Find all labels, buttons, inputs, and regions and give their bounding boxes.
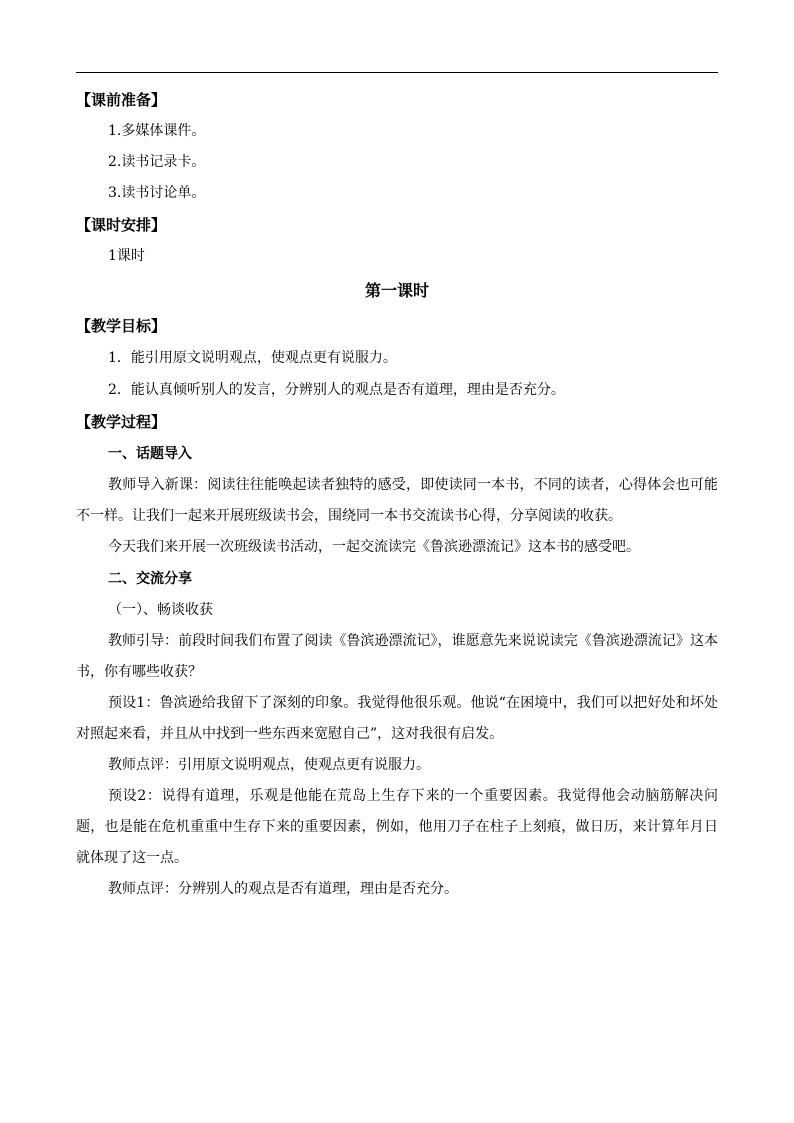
goal-item: 1．能引用原文说明观点，使观点更有说服力。 xyxy=(108,350,397,366)
prep-heading: 【课前准备】 xyxy=(76,91,167,109)
paragraph: 教师点评：分辨别人的观点是否有道理，理由是否充分。 xyxy=(108,881,458,897)
goal-item: 2．能认真倾听别人的发言，分辨别人的观点是否有道理，理由是否充分。 xyxy=(108,382,565,398)
paragraph: 今天我们来开展一次班级读书活动，一起交流读完《鲁滨逊漂流记》这本书的感受吧。 xyxy=(108,539,640,555)
header-rule xyxy=(76,72,718,73)
prep-item: 3.读书讨论单。 xyxy=(108,185,206,201)
subsection-title: （一）、畅谈收获 xyxy=(108,602,213,618)
lesson-title: 第一课时 xyxy=(364,281,429,300)
schedule-heading: 【课时安排】 xyxy=(76,216,167,234)
section-title-exchange: 二、交流分享 xyxy=(108,571,192,587)
goals-heading: 【教学目标】 xyxy=(76,317,167,335)
prep-item: 1.多媒体课件。 xyxy=(108,123,206,139)
paragraph: 教师点评：引用原文说明观点，使观点更有说服力。 xyxy=(108,757,430,773)
paragraph: 教师引导：前段时间我们布置了阅读《鲁滨逊漂流记》，谁愿意先来说说读完《鲁滨逊漂流记》这本书，你有哪些收获？ xyxy=(76,633,718,680)
prep-item: 2.读书记录卡。 xyxy=(108,154,206,170)
document-body xyxy=(76,84,718,905)
process-heading: 【教学过程】 xyxy=(76,413,167,431)
paragraph: 预设1：鲁滨逊给我留下了深刻的印象。我觉得他很乐观。他说“在困境中，我们可以把好处和坏处对照起来看，并且从中找到一些东西来宽慰自己”，这对我很有启发。 xyxy=(76,695,718,742)
schedule-value: 1课时 xyxy=(108,248,145,264)
paragraph: 教师导入新课：阅读往往能唤起读者独特的感受，即使读同一本书，不同的读者，心得体会也可能不一样。让我们一起来开展班级读书会，围绕同一本书交流读书心得，分享阅读的收获。 xyxy=(76,477,718,524)
paragraph: 预设2：说得有道理，乐观是他能在荒岛上生存下来的一个重要因素。我觉得他会动脑筋解决问题，也是能在危机重重中生存下来的重要因素，例如，他用刀子在柱子上刻痕，做日历，来计算年月日就体现了这一点。 xyxy=(76,788,718,866)
section-title-topic-intro: 一、话题导入 xyxy=(108,446,192,462)
